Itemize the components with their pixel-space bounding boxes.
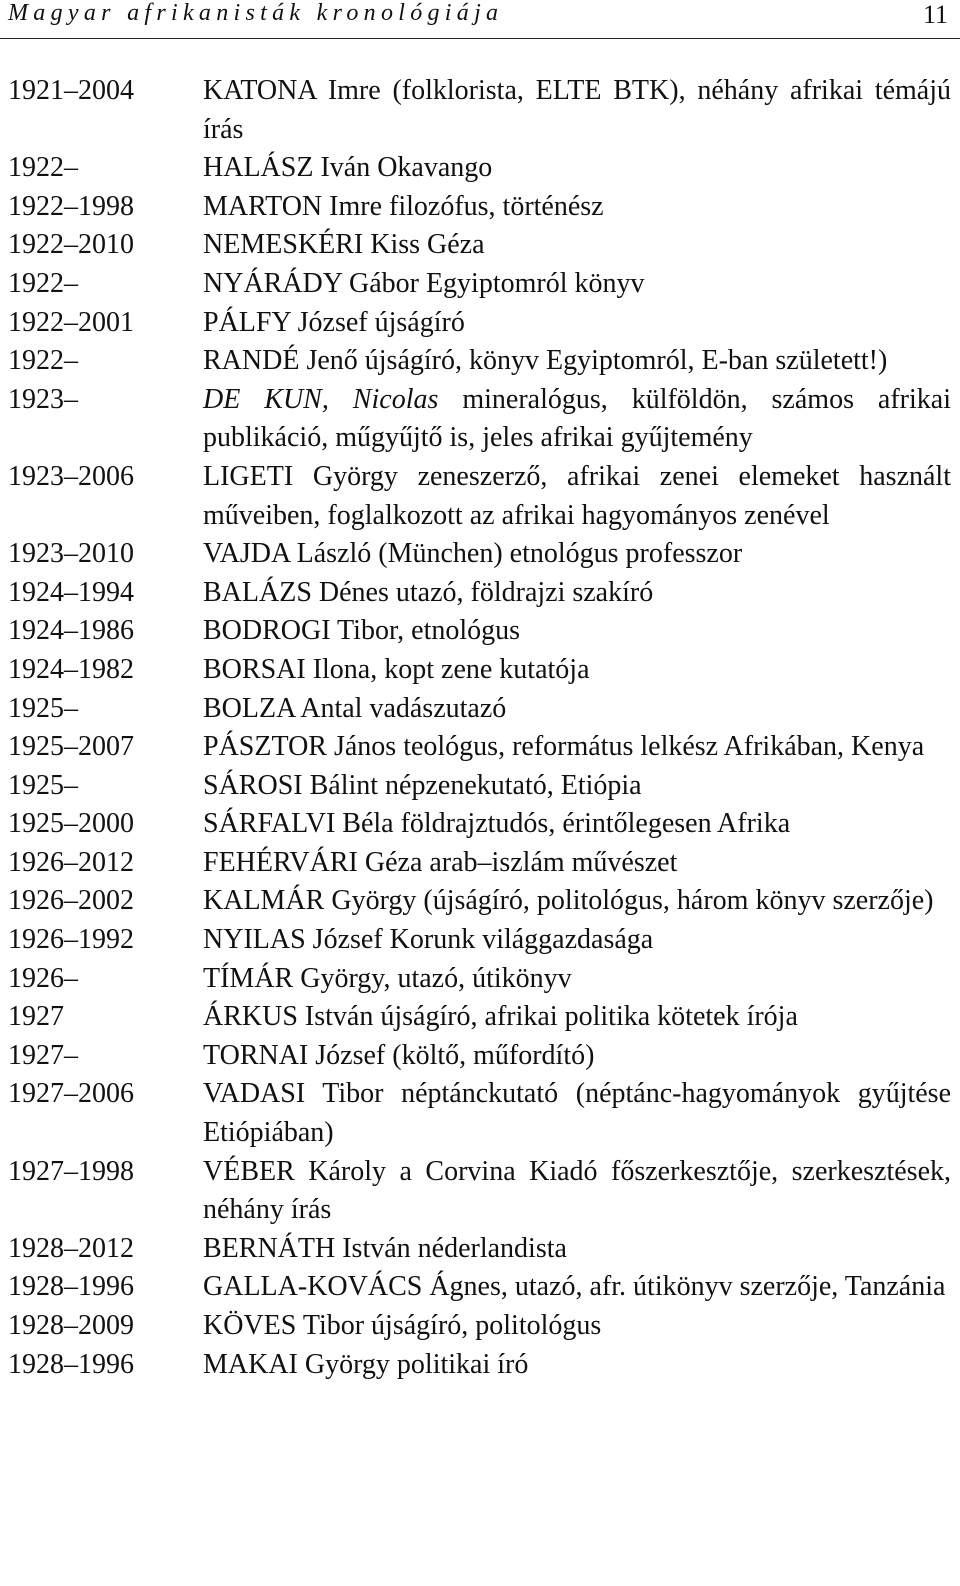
chronology-entry [0, 805, 960, 844]
entry-details: György zeneszerző, afrikai zenei elemeket használt műveiben, foglalkozott az afrikai hagyományos zenével [203, 460, 951, 531]
entry-name: TORNAI [203, 1039, 309, 1071]
entry-description [203, 1230, 951, 1269]
entry-name: TÍMÁR [203, 962, 294, 994]
entry-years: 1926–2012 [8, 846, 134, 878]
entry-details: György, utazó, útikönyv [293, 962, 572, 994]
chronology-entry [0, 304, 960, 343]
entry-years: 1925– [8, 692, 78, 724]
chronology-entry [0, 844, 960, 883]
entry-description [203, 1268, 951, 1307]
entry-name: MARTON [203, 190, 323, 222]
entry-years: 1924–1982 [8, 653, 134, 685]
chronology-entry [0, 1037, 960, 1076]
entry-description [203, 381, 951, 458]
entry-description [203, 921, 951, 960]
entry-description [203, 149, 951, 188]
entry-description [203, 1037, 951, 1076]
chronology-entry [0, 728, 960, 767]
entry-description [203, 188, 951, 227]
entry-name: PÁSZTOR [203, 731, 327, 763]
entry-name: HALÁSZ [203, 152, 314, 184]
chronology-entry [0, 226, 960, 265]
entry-details: Gábor Egyiptomról könyv [341, 267, 645, 299]
entry-years: 1927–2006 [8, 1078, 134, 1110]
entry-description [203, 535, 951, 574]
entry-details: Imre (folklorista, ELTE BTK), néhány afrikai témájú írás [203, 75, 951, 145]
entry-details: Tibor újságíró, politológus [296, 1310, 602, 1341]
chronology-entry [0, 960, 960, 999]
entry-details: Imre filozófus, történész [322, 190, 604, 222]
entry-description [203, 960, 951, 999]
chronology-entry [0, 998, 960, 1037]
chronology-entry [0, 1346, 960, 1385]
entry-years: 1928–1996 [8, 1348, 134, 1380]
entry-description [203, 651, 951, 690]
entry-years: 1922–2001 [8, 306, 134, 338]
entry-description [203, 728, 951, 767]
entry-years: 1925–2007 [8, 731, 134, 763]
entry-details: György (újságíró, politológus, három könyv szerzője) [324, 885, 934, 917]
chronology-entry [0, 188, 960, 227]
entry-details: György politikai író [297, 1348, 529, 1380]
entry-years: 1924–1986 [8, 615, 134, 647]
entry-description [203, 767, 951, 806]
entry-details: József (költő, műfordító) [308, 1039, 595, 1071]
entry-years: 1924–1994 [8, 576, 134, 608]
chronology-entry [0, 381, 960, 458]
entry-years: 1927–1998 [8, 1155, 134, 1187]
entry-years: 1928–2009 [8, 1310, 134, 1341]
chronology-entry [0, 651, 960, 690]
chronology-entry [0, 458, 960, 535]
chronology-entry [0, 574, 960, 613]
chronology-list [0, 72, 960, 1384]
chronology-entry [0, 882, 960, 921]
entry-years: 1926–2002 [8, 885, 134, 917]
entry-details: József újságíró [290, 306, 465, 338]
entry-years: 1928–1996 [8, 1271, 134, 1303]
entry-description [203, 1346, 951, 1385]
entry-name: NYÁRÁDY [203, 267, 342, 299]
chronology-entry [0, 1268, 960, 1307]
entry-description [203, 1307, 951, 1346]
chronology-entry [0, 1153, 960, 1230]
entry-name: FEHÉRVÁRI [203, 846, 358, 878]
entry-description [203, 1075, 951, 1152]
entry-years: 1926–1992 [8, 924, 134, 956]
entry-details: Bálint népzenekutató, Etiópia [302, 769, 642, 801]
chronology-entry [0, 921, 960, 960]
entry-description [203, 690, 951, 729]
entry-name: SÁROSI [203, 769, 303, 801]
entry-years: 1923–2006 [8, 460, 134, 492]
entry-name: MAKAI [203, 1348, 298, 1380]
entry-description [203, 998, 951, 1037]
entry-details: Géza arab–iszlám művészet [357, 846, 678, 878]
page-header [0, 0, 960, 40]
entry-details: Jenő újságíró, könyv Egyiptomról, E-ban született!) [299, 345, 888, 377]
entry-description [203, 574, 951, 613]
entry-name: BERNÁTH [203, 1232, 336, 1264]
entry-details: Tibor néptánckutató (néptánc-hagyományok gyűjtése Etiópiában) [203, 1078, 951, 1149]
entry-years: 1927– [8, 1039, 78, 1071]
chronology-entry [0, 1075, 960, 1152]
entry-details: István néderlandista [335, 1232, 567, 1264]
entry-name: BODROGI [203, 615, 331, 647]
chronology-entry [0, 1307, 960, 1346]
entry-details: Ilona, kopt zene kutatója [305, 653, 590, 685]
entry-name: ÁRKUS [203, 1001, 298, 1033]
entry-years: 1922–2010 [8, 229, 134, 261]
entry-name: PÁLFY [203, 306, 291, 338]
entry-name: BOLZA [203, 692, 295, 724]
entry-description [203, 226, 951, 265]
entry-years: 1923–2010 [8, 538, 134, 570]
chronology-entry [0, 342, 960, 381]
entry-years: 1922–1998 [8, 190, 134, 222]
entry-name: DE KUN, Nicolas [203, 383, 439, 415]
entry-details: László (München) etnológus professzor [289, 538, 743, 570]
entry-description [203, 805, 951, 844]
entry-details: mineralógus, külföldön, számos afrikai publikáció, műgyűjtő is, jeles afrikai gyűjtemény [203, 383, 951, 454]
entry-years: 1928–2012 [8, 1232, 134, 1264]
entry-description [203, 342, 951, 381]
entry-years: 1925– [8, 769, 78, 801]
entry-description [203, 265, 951, 304]
entry-name: NYILAS [203, 924, 306, 956]
entry-description [203, 844, 951, 883]
entry-name: BORSAI [203, 653, 306, 685]
entry-details: Tibor, etnológus [330, 615, 521, 647]
entry-years: 1922– [8, 152, 78, 184]
entry-name: KATONA [203, 75, 317, 106]
entry-years: 1921–2004 [8, 75, 134, 106]
entry-details: Ágnes, utazó, afr. útikönyv szerzője, Tanzánia [422, 1271, 946, 1303]
entry-name: RANDÉ [203, 345, 300, 377]
entry-name: KALMÁR [203, 885, 325, 917]
entry-name: SÁRFALVI [203, 808, 336, 840]
entry-name: KÖVES [203, 1310, 297, 1341]
entry-name: VAJDA [203, 538, 290, 570]
chronology-entry [0, 535, 960, 574]
entry-description [203, 1153, 951, 1230]
entry-name: LIGETI [203, 460, 294, 492]
entry-details: Antal vadászutazó [294, 692, 507, 724]
entry-details: Béla földrajztudós, érintőlegesen Afrika [335, 808, 791, 840]
entry-description [203, 882, 951, 921]
entry-description [203, 72, 951, 149]
entry-details: István újságíró, afrikai politika kötetek írója [297, 1001, 798, 1033]
entry-description [203, 458, 951, 535]
chronology-entry [0, 72, 960, 149]
entry-details: Iván Okavango [313, 152, 493, 184]
entry-description [203, 304, 951, 343]
entry-years: 1927 [8, 1001, 64, 1033]
entry-details: Dénes utazó, földrajzi szakíró [311, 576, 654, 608]
entry-details: József Korunk világgazdasága [305, 924, 654, 956]
page-number: 11 [922, 0, 948, 29]
entry-years: 1923– [8, 383, 78, 415]
entry-name: BALÁZS [203, 576, 312, 608]
chronology-entry [0, 612, 960, 651]
chronology-entry [0, 1230, 960, 1269]
entry-years: 1922– [8, 267, 78, 299]
entry-details: Kiss Géza [363, 229, 485, 261]
chronology-entry [0, 149, 960, 188]
chronology-entry [0, 767, 960, 806]
chronology-entry [0, 265, 960, 304]
entry-details: János teológus, református lelkész Afrikában, Kenya [326, 731, 925, 763]
header-rule [0, 38, 960, 39]
entry-years: 1926– [8, 962, 78, 994]
entry-years: 1922– [8, 345, 78, 377]
entry-details: Károly a Corvina Kiadó főszerkesztője, szerkesztések, néhány írás [203, 1155, 951, 1226]
entry-name: GALLA-KOVÁCS [203, 1271, 423, 1303]
entry-name: VÉBER [203, 1155, 295, 1187]
entry-name: NEMESKÉRI [203, 229, 364, 261]
chronology-entry [0, 690, 960, 729]
entry-years: 1925–2000 [8, 808, 134, 840]
entry-description [203, 612, 951, 651]
entry-name: VADASI [203, 1078, 306, 1110]
running-title: Magyar afrikanisták kronológiája [8, 0, 504, 26]
